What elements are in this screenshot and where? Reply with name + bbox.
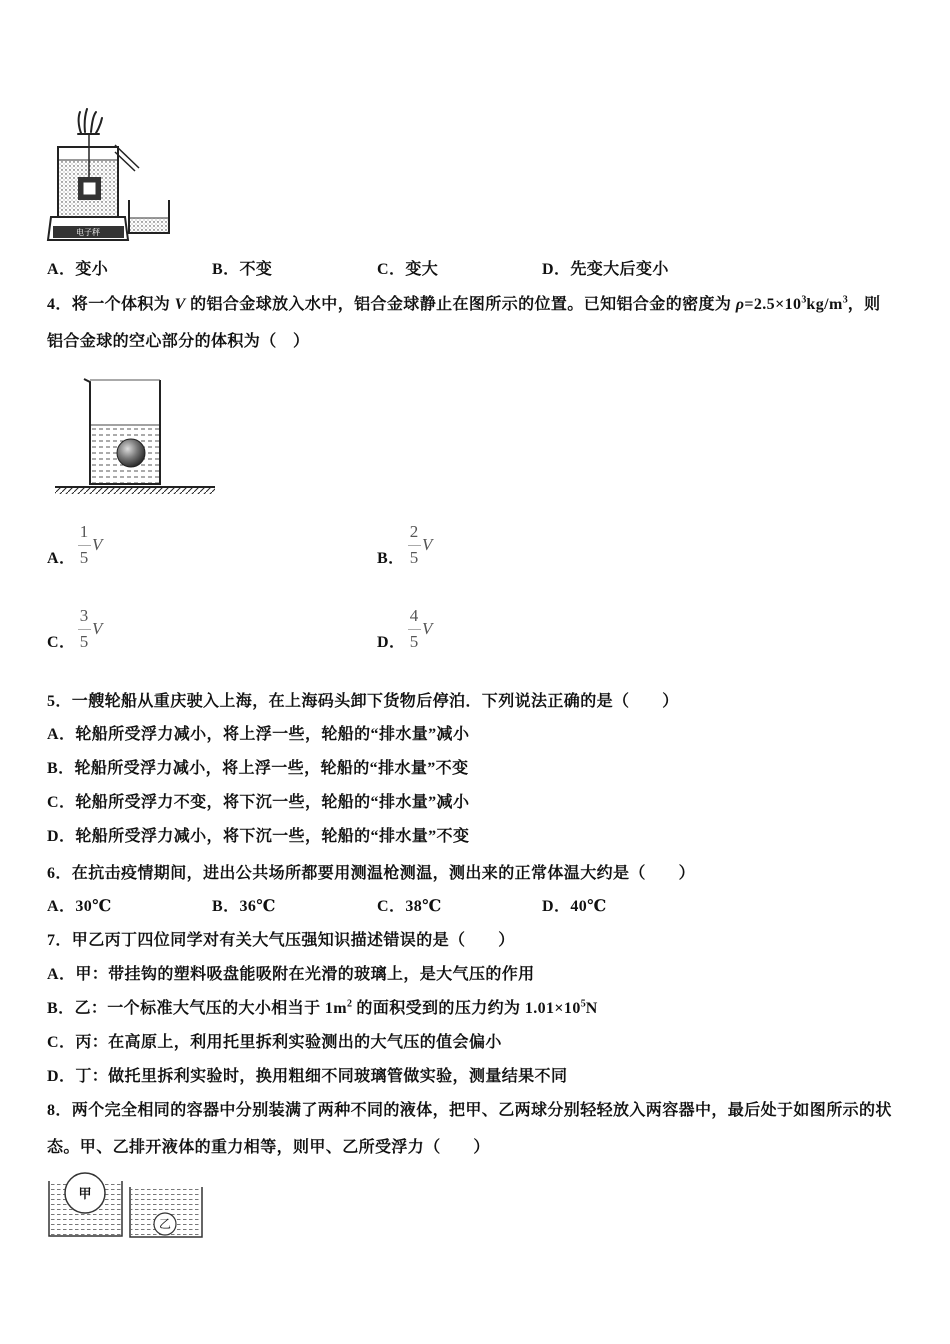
variable: V <box>92 535 103 554</box>
option-key: B． <box>47 1000 75 1017</box>
option-text: 30℃ <box>75 898 112 915</box>
q5-option-b <box>47 759 469 779</box>
option-text: 丁：做托里拆利实验时，换用粗细不同玻璃管做实验，测量结果不同 <box>75 1068 568 1085</box>
option-text: 轮船所受浮力不变，将下沉一些，轮船的“排水量”减小 <box>75 794 470 811</box>
option-key: A． <box>47 966 76 983</box>
q5-option-a <box>47 725 469 745</box>
option-text: 的面积受到的压力约为 1.01×10 <box>352 1000 581 1017</box>
ball-a-label: 甲 <box>78 1186 92 1201</box>
option-text: 不变 <box>239 261 273 278</box>
option-text: 38℃ <box>405 898 442 915</box>
option-text: 36℃ <box>239 898 276 915</box>
q8-figure-containers <box>45 1172 210 1244</box>
option-key: B． <box>212 898 240 915</box>
stem-text: kg/m <box>806 296 843 313</box>
q4-option-a-key: A． <box>47 550 76 567</box>
numerator: 2 <box>409 522 419 541</box>
q6-option-d <box>542 897 607 917</box>
option-text: 轮船所受浮力减小，将下沉一些，轮船的“排水量”不变 <box>75 828 470 845</box>
q4-figure-beaker <box>50 372 220 497</box>
numerator: 3 <box>79 606 89 625</box>
option-text: 变小 <box>75 261 109 278</box>
exponent: 5 <box>580 998 586 1010</box>
option-text: 变大 <box>405 261 439 278</box>
option-key: C． <box>47 1034 76 1051</box>
denominator: 5 <box>409 548 419 567</box>
q5-stem: 5．一艘轮船从重庆驶入上海，在上海码头卸下货物后停泊．下列说法正确的是（ ） <box>47 693 679 710</box>
q4-option-c-key: C． <box>47 634 76 651</box>
q6-option-c <box>377 897 442 917</box>
scale-label: 电子秤 <box>76 228 100 237</box>
exponent: 3 <box>801 294 807 306</box>
q3-figure-overflow-experiment <box>45 105 175 245</box>
volume-variable: V <box>174 296 186 313</box>
option-key: D． <box>47 828 76 845</box>
stem-text: 的铝合金球放入水中，铝合金球静止在图所示的位置。已知铝合金的密度为 <box>185 296 736 313</box>
hand-drawing <box>78 109 102 134</box>
q4-stem-line1 <box>47 295 881 315</box>
ground-hatching <box>55 487 215 494</box>
q7-option-b <box>47 999 598 1019</box>
density-symbol: ρ <box>735 296 745 313</box>
denominator: 5 <box>79 632 89 651</box>
q3-option-c <box>377 260 438 280</box>
option-key: B． <box>212 261 240 278</box>
q4-option-b-key: B． <box>377 550 405 567</box>
small-cup-water <box>130 218 168 232</box>
q8-stem-line1: 8．两个完全相同的容器中分别装满了两种不同的液体，把甲、乙两球分别轻轻放入两容器中，最后处于如图所示的状 <box>47 1102 892 1119</box>
q7-option-c <box>47 1033 502 1053</box>
stem-text: ，则 <box>847 296 881 313</box>
q3-option-b <box>212 260 272 280</box>
exponent: 3 <box>842 294 848 306</box>
q7-stem: 7．甲乙丙丁四位同学对有关大气压强知识描述错误的是（ ） <box>47 932 515 949</box>
q4-option-b-fraction <box>407 522 441 570</box>
stem-text: 4．将一个体积为 <box>47 296 175 313</box>
q4-option-c-fraction <box>77 606 111 654</box>
alloy-ball <box>117 439 145 467</box>
q5-option-c <box>47 793 469 813</box>
q8-stem-line2: 态。甲、乙排开液体的重力相等，则甲、乙所受浮力（ ） <box>47 1139 490 1156</box>
fraction-bar <box>408 629 421 630</box>
option-text: 甲：带挂钩的塑料吸盘能吸附在光滑的玻璃上，是大气压的作用 <box>75 966 535 983</box>
option-key: A． <box>47 898 76 915</box>
denominator: 5 <box>79 548 89 567</box>
variable: V <box>92 619 103 638</box>
exponent: 2 <box>347 998 353 1010</box>
stem-text: =2.5×10 <box>744 296 802 313</box>
option-key: C． <box>377 261 406 278</box>
denominator: 5 <box>409 632 419 651</box>
option-key: C． <box>377 898 406 915</box>
option-key: A． <box>47 726 76 743</box>
q4-stem-line2: 铝合金球的空心部分的体积为（ ） <box>47 333 310 350</box>
q4-option-a-fraction <box>77 522 111 570</box>
option-text: 40℃ <box>570 898 607 915</box>
q3-option-a <box>47 260 108 280</box>
q6-stem: 6．在抗击疫情期间，进出公共场所都要用测温枪测温，测出来的正常体温大约是（ ） <box>47 865 696 882</box>
q6-option-b <box>212 897 276 917</box>
q4-option-d-key: D． <box>377 634 406 651</box>
fraction-bar <box>78 629 91 630</box>
option-text: 乙：一个标准大气压的大小相当于 1m <box>74 1000 348 1017</box>
q7-option-a <box>47 965 535 985</box>
numerator: 4 <box>409 606 419 625</box>
option-key: D． <box>542 898 571 915</box>
q5-option-d <box>47 827 469 847</box>
variable: V <box>422 535 433 554</box>
option-text: N <box>585 1000 598 1017</box>
q6-option-a <box>47 897 112 917</box>
numerator: 1 <box>79 522 89 541</box>
option-key: A． <box>47 261 76 278</box>
option-text: 轮船所受浮力减小，将上浮一些，轮船的“排水量”不变 <box>74 760 469 777</box>
option-key: B． <box>47 760 75 777</box>
ball-b-label: 乙 <box>158 1217 172 1231</box>
fraction-bar <box>78 545 91 546</box>
option-text: 先变大后变小 <box>570 261 669 278</box>
option-text: 丙：在高原上，利用托里拆利实验测出的大气压的值会偏小 <box>75 1034 502 1051</box>
fraction-bar <box>408 545 421 546</box>
option-text: 轮船所受浮力减小，将上浮一些，轮船的“排水量”减小 <box>75 726 470 743</box>
q4-option-d-fraction <box>407 606 441 654</box>
option-key: C． <box>47 794 76 811</box>
option-key: D． <box>47 1068 76 1085</box>
q3-option-d <box>542 260 669 280</box>
option-key: D． <box>542 261 571 278</box>
q7-option-d <box>47 1067 567 1087</box>
variable: V <box>422 619 433 638</box>
